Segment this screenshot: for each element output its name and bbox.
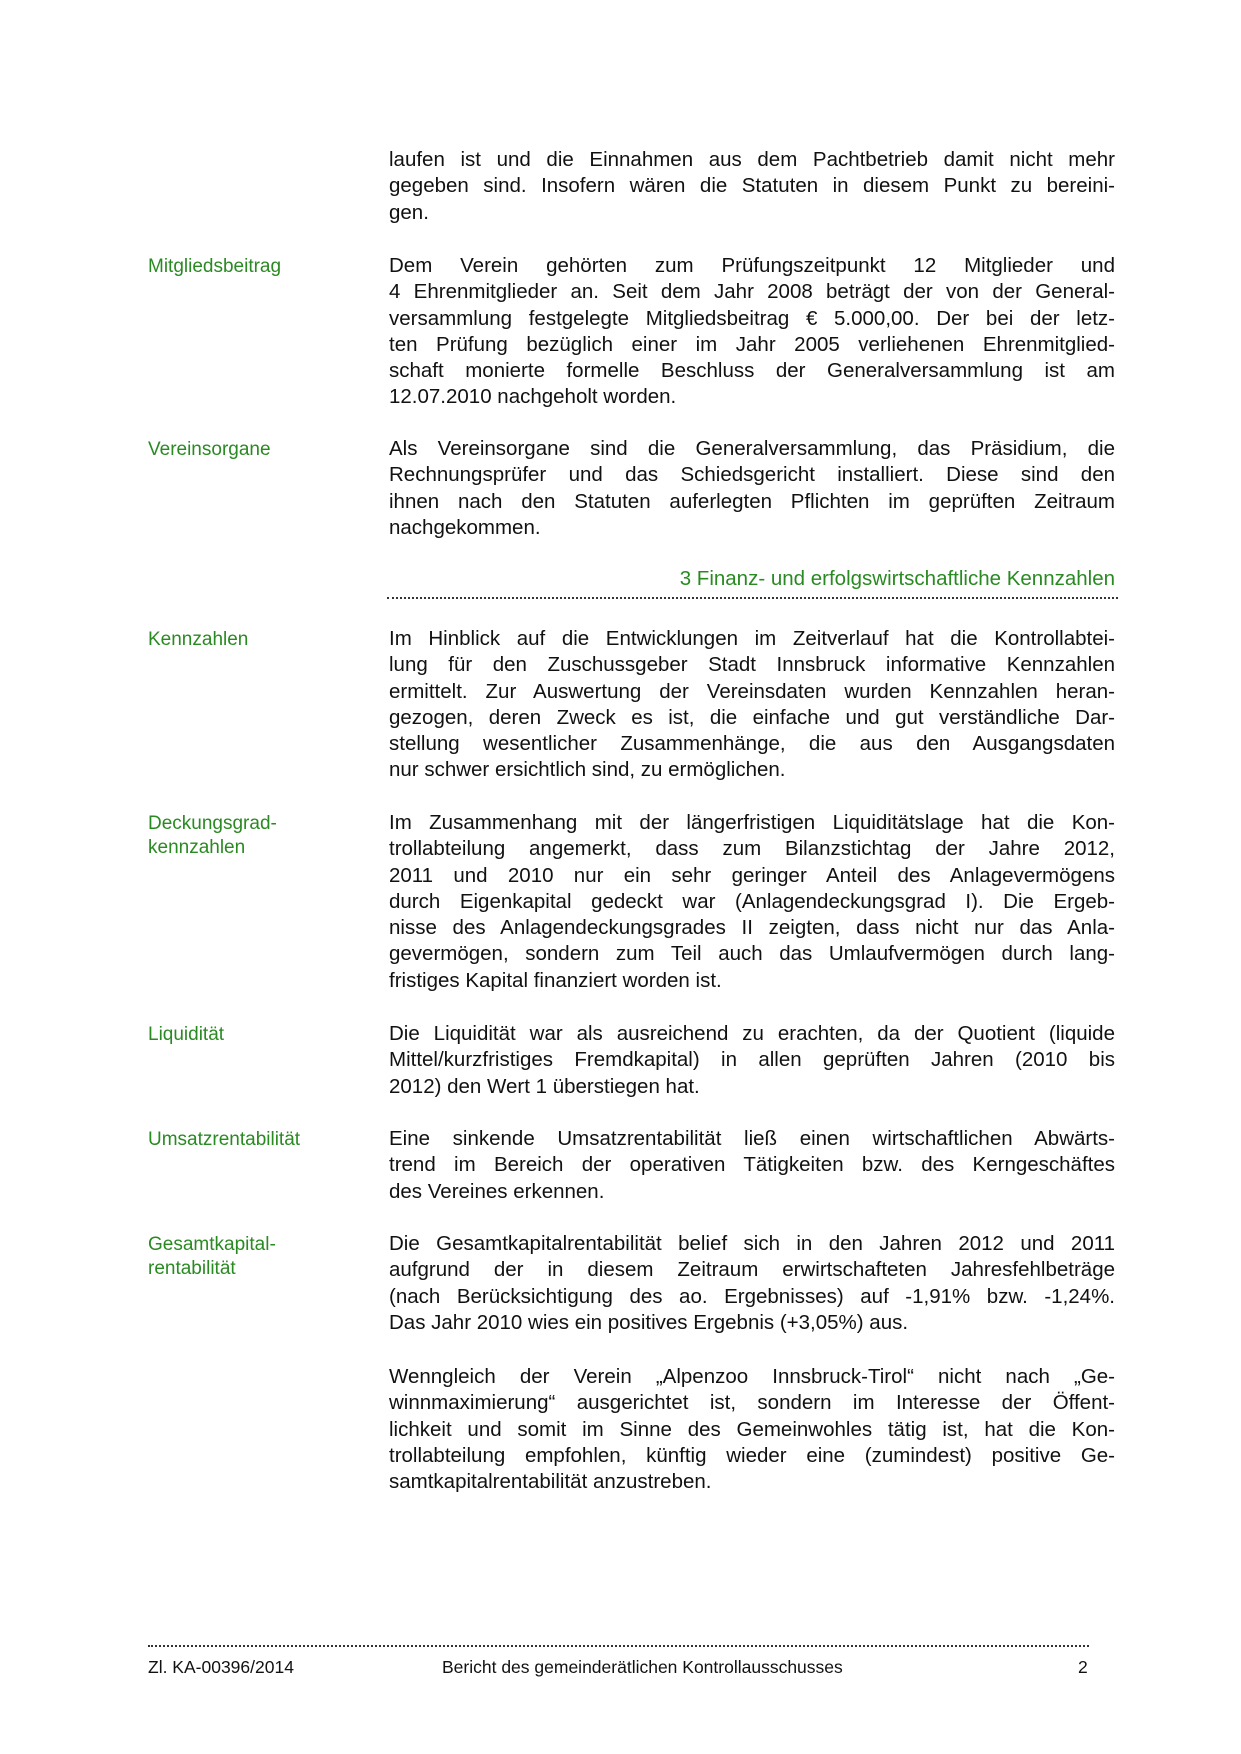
margin-label: Vereinsorgane xyxy=(148,439,271,460)
text-line: gevermögen, sondern zum Teil auch das Umlaufvermögen durch lang- xyxy=(389,942,1115,966)
text-line: nisse des Anlagendeckungsgrades II zeigten, dass nicht nur das Anla- xyxy=(389,916,1115,940)
text-line: lichkeit und somit im Sinne des Gemeinwohles tätig ist, hat die Kon- xyxy=(389,1417,1115,1441)
footer-divider xyxy=(148,1645,1089,1647)
text-line: 2012) den Wert 1 überstiegen hat. xyxy=(389,1074,700,1098)
text-line: lung für den Zuschussgeber Stadt Innsbruck informative Kennzahlen xyxy=(389,653,1115,677)
text-line: Im Hinblick auf die Entwicklungen im Zeitverlauf hat die Kontrollabtei- xyxy=(389,627,1115,650)
text-line: nur schwer ersichtlich sind, zu ermöglichen. xyxy=(389,758,786,782)
paragraph xyxy=(389,253,1115,411)
text-line: trend im Bereich der operativen Tätigkeiten bzw. des Kerngeschäftes xyxy=(389,1153,1115,1177)
text-line: 4 Ehrenmitglieder an. Seit dem Jahr 2008 beträgt der von der General- xyxy=(389,280,1115,304)
text-line: Im Zusammenhang mit der längerfristigen Liquiditätslage hat die Kon- xyxy=(389,811,1115,834)
text-line: stellung wesentlicher Zusammenhänge, die aus den Ausgangsdaten xyxy=(389,732,1115,756)
paragraph xyxy=(389,1021,1115,1100)
paragraph xyxy=(389,626,1115,784)
text-line: Als Vereinsorgane sind die Generalversammlung, das Präsidium, die xyxy=(389,437,1115,460)
margin-label: Gesamtkapital- rentabilität xyxy=(148,1234,276,1279)
text-line: des Vereines erkennen. xyxy=(389,1179,605,1203)
margin-label: Kennzahlen xyxy=(148,629,249,650)
paragraph xyxy=(389,436,1115,541)
text-line: Die Liquidität war als ausreichend zu erachten, da der Quotient (liquide xyxy=(389,1022,1115,1045)
text-line: ihnen nach den Statuten auferlegten Pflichten im geprüften Zeitraum xyxy=(389,489,1115,513)
text-line: (nach Berücksichtigung des ao. Ergebnisses) auf -1,91% bzw. -1,24%. xyxy=(389,1284,1115,1308)
text-line: laufen ist und die Einnahmen aus dem Pachtbetrieb damit nicht mehr xyxy=(389,148,1115,171)
paragraph xyxy=(389,810,1115,994)
footer-title: Bericht des gemeinderätlichen Kontrollausschusses xyxy=(442,1657,843,1677)
paragraph xyxy=(389,1126,1115,1205)
margin-label: Liquidität xyxy=(148,1024,225,1045)
text-line: schaft monierte formelle Beschluss der Generalversammlung ist am xyxy=(389,359,1115,383)
paragraph xyxy=(389,1231,1115,1336)
text-line: gezogen, deren Zweck es ist, die einfache und gut verständliche Dar- xyxy=(389,705,1115,729)
text-line: winnmaximierung“ ausgerichtet ist, sondern im Interesse der Öffent- xyxy=(389,1391,1115,1415)
text-line: nachgekommen. xyxy=(389,515,541,539)
text-line: Rechnungsprüfer und das Schiedsgericht installiert. Diese sind den xyxy=(389,463,1115,487)
text-line: ermittelt. Zur Auswertung der Vereinsdaten wurden Kennzahlen heran- xyxy=(389,679,1115,703)
paragraph xyxy=(389,147,1115,226)
text-line: ten Prüfung bezüglich einer im Jahr 2005 verliehenen Ehrenmitglied- xyxy=(389,332,1115,356)
text-line: Das Jahr 2010 wies ein positives Ergebnis (+3,05%) aus. xyxy=(389,1310,909,1334)
text-line: Die Gesamtkapitalrentabilität belief sich in den Jahren 2012 und 2011 xyxy=(389,1232,1115,1255)
margin-label: Mitgliedsbeitrag xyxy=(148,256,282,277)
heading-divider xyxy=(387,597,1118,599)
section-heading: 3 Finanz- und erfolgswirtschaftliche Kennzahlen xyxy=(679,567,1115,590)
text-line: Eine sinkende Umsatzrentabilität ließ einen wirtschaftlichen Abwärts- xyxy=(389,1127,1115,1150)
text-line: gen. xyxy=(389,200,429,224)
footer-reference: Zl. KA-00396/2014 xyxy=(148,1657,294,1677)
text-line: trollabteilung angemerkt, dass zum Bilanzstichtag der Jahre 2012, xyxy=(389,837,1115,861)
text-line: Dem Verein gehörten zum Prüfungszeitpunkt 12 Mitglieder und xyxy=(389,254,1115,277)
text-line: 2011 und 2010 nur ein sehr geringer Anteil des Anlagevermögens xyxy=(389,863,1115,887)
margin-label: Deckungsgrad- kennzahlen xyxy=(148,813,277,858)
text-line: fristiges Kapital finanziert worden ist. xyxy=(389,968,722,992)
text-line: Wenngleich der Verein „Alpenzoo Innsbruck-Tirol“ nicht nach „Ge- xyxy=(389,1365,1115,1388)
text-line: versammlung festgelegte Mitgliedsbeitrag € 5.000,00. Der bei der letz- xyxy=(389,306,1115,330)
margin-label: Umsatzrentabilität xyxy=(148,1129,301,1150)
text-line: trollabteilung empfohlen, künftig wieder eine (zumindest) positive Ge- xyxy=(389,1443,1115,1467)
text-line: gegeben sind. Insofern wären die Statuten in diesem Punkt zu bereini- xyxy=(389,174,1115,198)
text-line: 12.07.2010 nachgeholt worden. xyxy=(389,385,677,409)
text-line: Mittel/kurzfristiges Fremdkapital) in allen geprüften Jahren (2010 bis xyxy=(389,1048,1115,1072)
paragraph xyxy=(389,1364,1115,1495)
text-line: aufgrund der in diesem Zeitraum erwirtschafteten Jahresfehlbeträge xyxy=(389,1258,1115,1282)
text-line: durch Eigenkapital gedeckt war (Anlagendeckungsgrad I). Die Ergeb- xyxy=(389,889,1115,913)
text-line: samtkapitalrentabilität anzustreben. xyxy=(389,1470,712,1494)
page-number: 2 xyxy=(1078,1657,1088,1677)
